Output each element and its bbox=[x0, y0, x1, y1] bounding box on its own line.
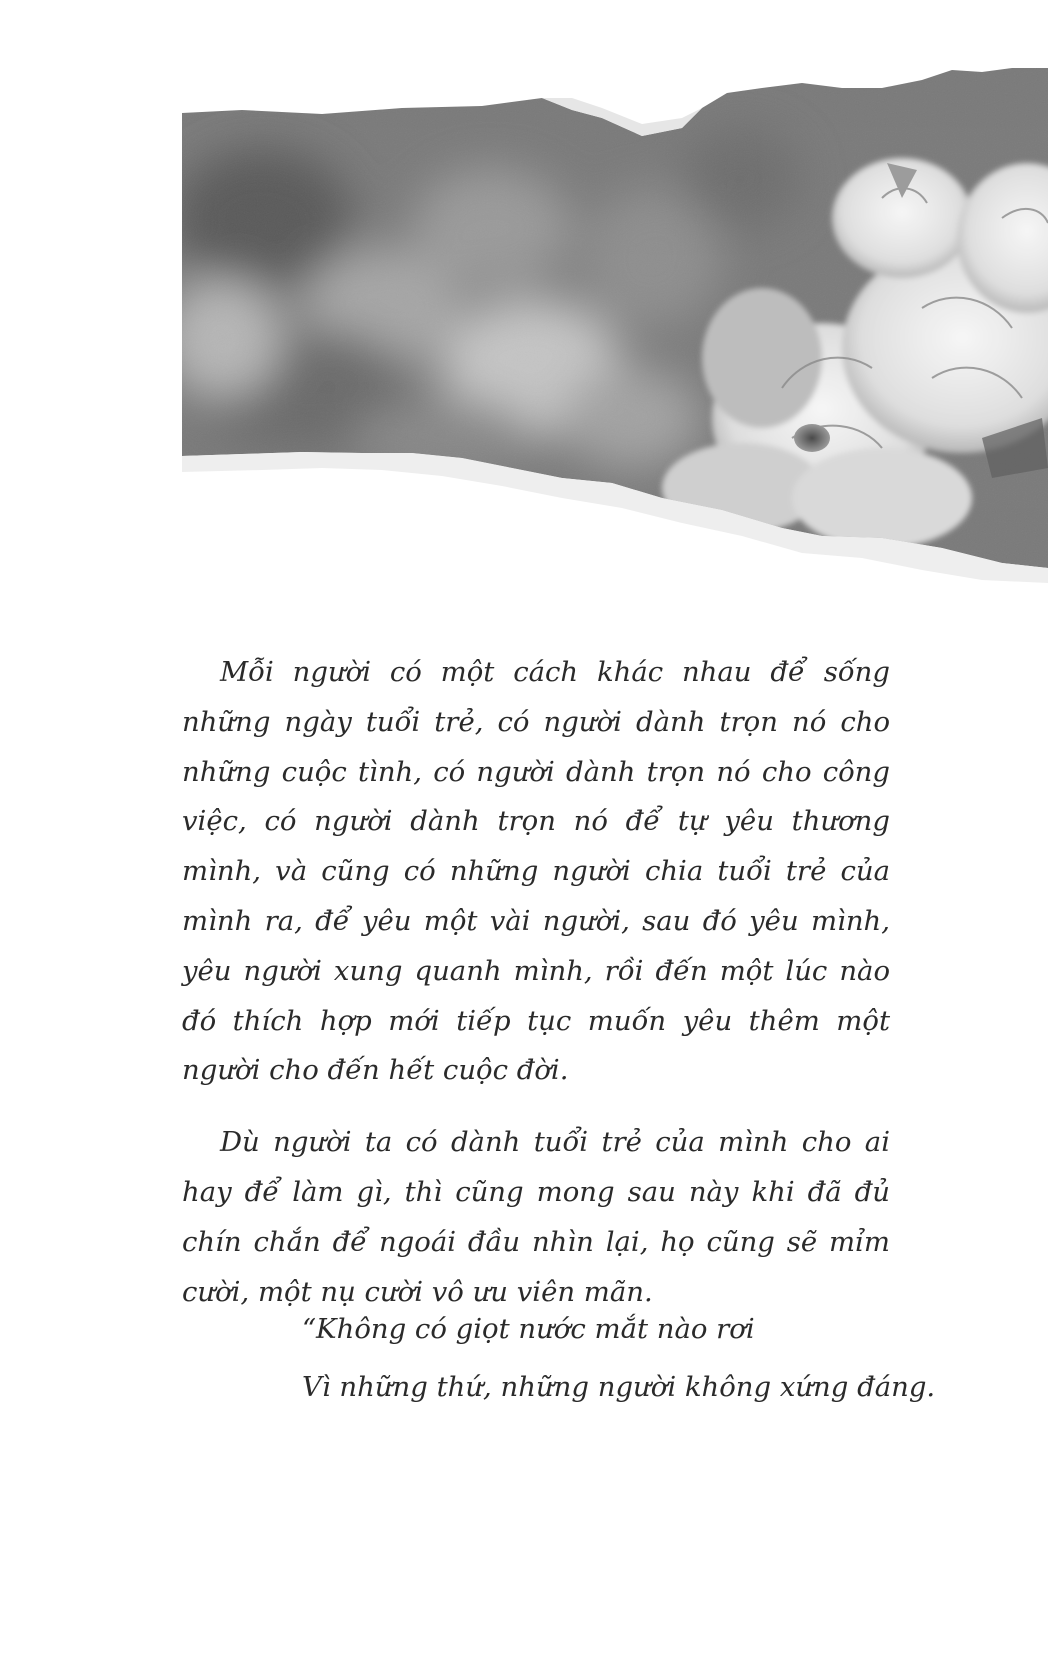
quote-line: Vì những thứ, những người không xứng đáng. bbox=[302, 1371, 936, 1403]
paragraph: Dù người ta có dành tuổi trẻ của mình cho ai hay để làm gì, thì cũng mong sau này khi đã đủ chín chắn để ngoái đầu nhìn lại, họ cũng sẽ mỉm cười, một nụ cười vô ưu viên mãn. bbox=[182, 1126, 890, 1308]
quote-line: “Không có giọt nước mắt nào rơi bbox=[302, 1313, 755, 1345]
body-text bbox=[182, 648, 890, 1339]
paragraph: Mỗi người có một cách khác nhau để sống những ngày tuổi trẻ, có người dành trọn nó cho những cuộc tình, có người dành trọn nó cho công việc, có người dành trọn nó để tự yêu thương mình, và cũng có những người chia tuổi trẻ của mình ra, để yêu một vài người, sau đó yêu mình, yêu người xung quanh mình, rồi đến một lúc nào đó thích hợp mới tiếp tục muốn yêu thêm một người cho đến hết cuộc đời. bbox=[182, 656, 890, 1087]
rose-flowers-photo bbox=[182, 58, 1048, 618]
quote-block bbox=[302, 1300, 942, 1416]
